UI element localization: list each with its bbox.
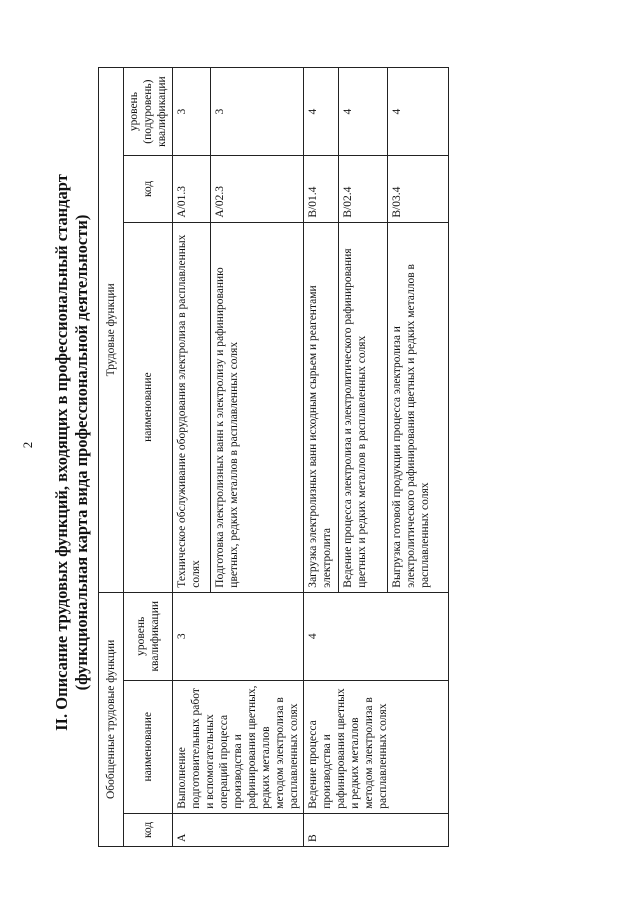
gtf-name: Выполнение подготовительных работ и вспомогательных операций процесса производства и рафинирования цветных, редких металлов методом электролиза в расплавленных солях	[173, 680, 304, 813]
gtf-level: 3	[173, 592, 304, 680]
gtf-name: Ведение процесса производства и рафинирования цветных и редких металлов методом электролиза в расплавленных солях	[304, 680, 449, 813]
tf-name: Техническое обслуживание оборудования электролиза в расплавленных солях	[173, 222, 211, 592]
tf-level: 3	[173, 68, 211, 156]
tf-name: Загрузка электролизных ванн исходным сырьем и реагентами электролита	[304, 222, 339, 592]
gtf-code: A	[173, 813, 304, 846]
tf-level: 4	[339, 68, 388, 156]
tf-level: 4	[388, 68, 449, 156]
gtf-code: B	[304, 813, 449, 846]
page-number: 2	[20, 441, 35, 449]
header-function-code: код	[124, 156, 173, 222]
header-function-level: уровень (подуровень) квалификации	[124, 68, 173, 156]
tf-code: A/02.3	[211, 156, 304, 222]
table-row	[173, 68, 211, 847]
tf-level: 3	[211, 68, 304, 156]
table-row	[304, 68, 339, 847]
tf-code: B/01.4	[304, 156, 339, 222]
document-title: II. Описание трудовых функций, входящих в профессиональный стандарт	[52, 174, 71, 731]
gtf-level: 4	[304, 592, 449, 680]
functional-map-table	[98, 67, 449, 847]
header-generalized-functions: Обобщенные трудовые функции	[99, 592, 124, 846]
tf-code: B/03.4	[388, 156, 449, 222]
tf-level: 4	[304, 68, 339, 156]
tf-code: B/02.4	[339, 156, 388, 222]
tf-code: A/01.3	[173, 156, 211, 222]
header-name: наименование	[124, 680, 173, 813]
header-function-name: наименование	[124, 222, 173, 592]
tf-name: Выгрузка готовой продукции процесса электролиза и электролитического рафинирования цветных и редких металлов в расплавленных солях	[388, 222, 449, 592]
document-subtitle: (функциональная карта вида профессиональной деятельности)	[72, 214, 91, 691]
tf-name: Подготовка электролизных ванн к электролизу и рафинированию цветных, редких металлов в расплавленных солях	[211, 222, 304, 592]
tf-name: Ведение процесса электролиза и электролитического рафинирования цветных и редких металлов в расплавленных солях	[339, 222, 388, 592]
header-labor-functions: Трудовые функции	[99, 68, 124, 593]
header-code: код	[124, 813, 173, 846]
header-level: уровень квалификации	[124, 592, 173, 680]
